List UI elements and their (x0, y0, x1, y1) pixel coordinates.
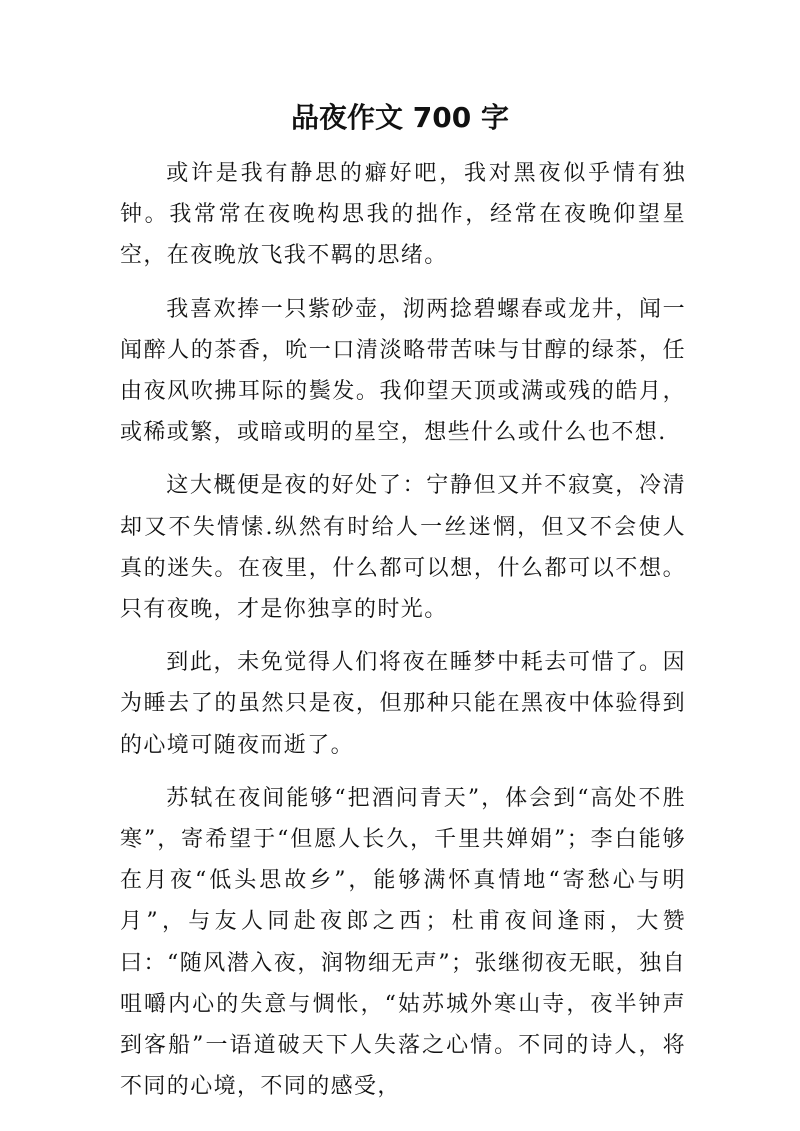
paragraph-2: 我喜欢捧一只紫砂壶，沏两捻碧螺春或龙井，闻一闻醉人的茶香，吮一口清淡略带苦味与甘醇的绿茶，任由夜风吹拂耳际的鬓发。我仰望天顶或满或残的皓月，或稀或繁，或暗或明的星空，想些什么或什么也不想. (120, 296, 686, 446)
document-title: 品夜作文 700 字 (291, 101, 509, 134)
document-body (120, 153, 686, 1107)
paragraph-4: 到此，未免觉得人们将夜在睡梦中耗去可惜了。因为睡去了的虽然只是夜，但那种只能在黑夜中体验得到的心境可随夜而逝了。 (120, 650, 686, 758)
paragraph-1: 或许是我有静思的癖好吧，我对黑夜似乎情有独钟。我常常在夜晚构思我的拙作，经常在夜晚仰望星空，在夜晚放飞我不羁的思绪。 (120, 161, 686, 269)
paragraph-3: 这大概便是夜的好处了：宁静但又并不寂寞，冷清却又不失情愫.纵然有时给人一丝迷惘，但又不会使人真的迷失。在夜里，什么都可以想，什么都可以不想。只有夜晚，才是你独享的时光。 (120, 473, 686, 623)
paragraph-5: 苏轼在夜间能够“把酒问青天”，体会到“高处不胜寒”，寄希望于“但愿人长久，千里共婵娟”；李白能够在月夜“低头思故乡”，能够满怀真情地“寄愁心与明月”，与友人同赴夜郎之西；杜甫夜间逢雨，大赞曰：“随风潜入夜，润物细无声”；张继彻夜无眠，独自咀嚼内心的失意与惆怅，“姑苏城外寒山寺，夜半钟声到客船”一语道破天下人失落之心情。不同的诗人，将不同的心境，不同的感受， (120, 785, 686, 1100)
